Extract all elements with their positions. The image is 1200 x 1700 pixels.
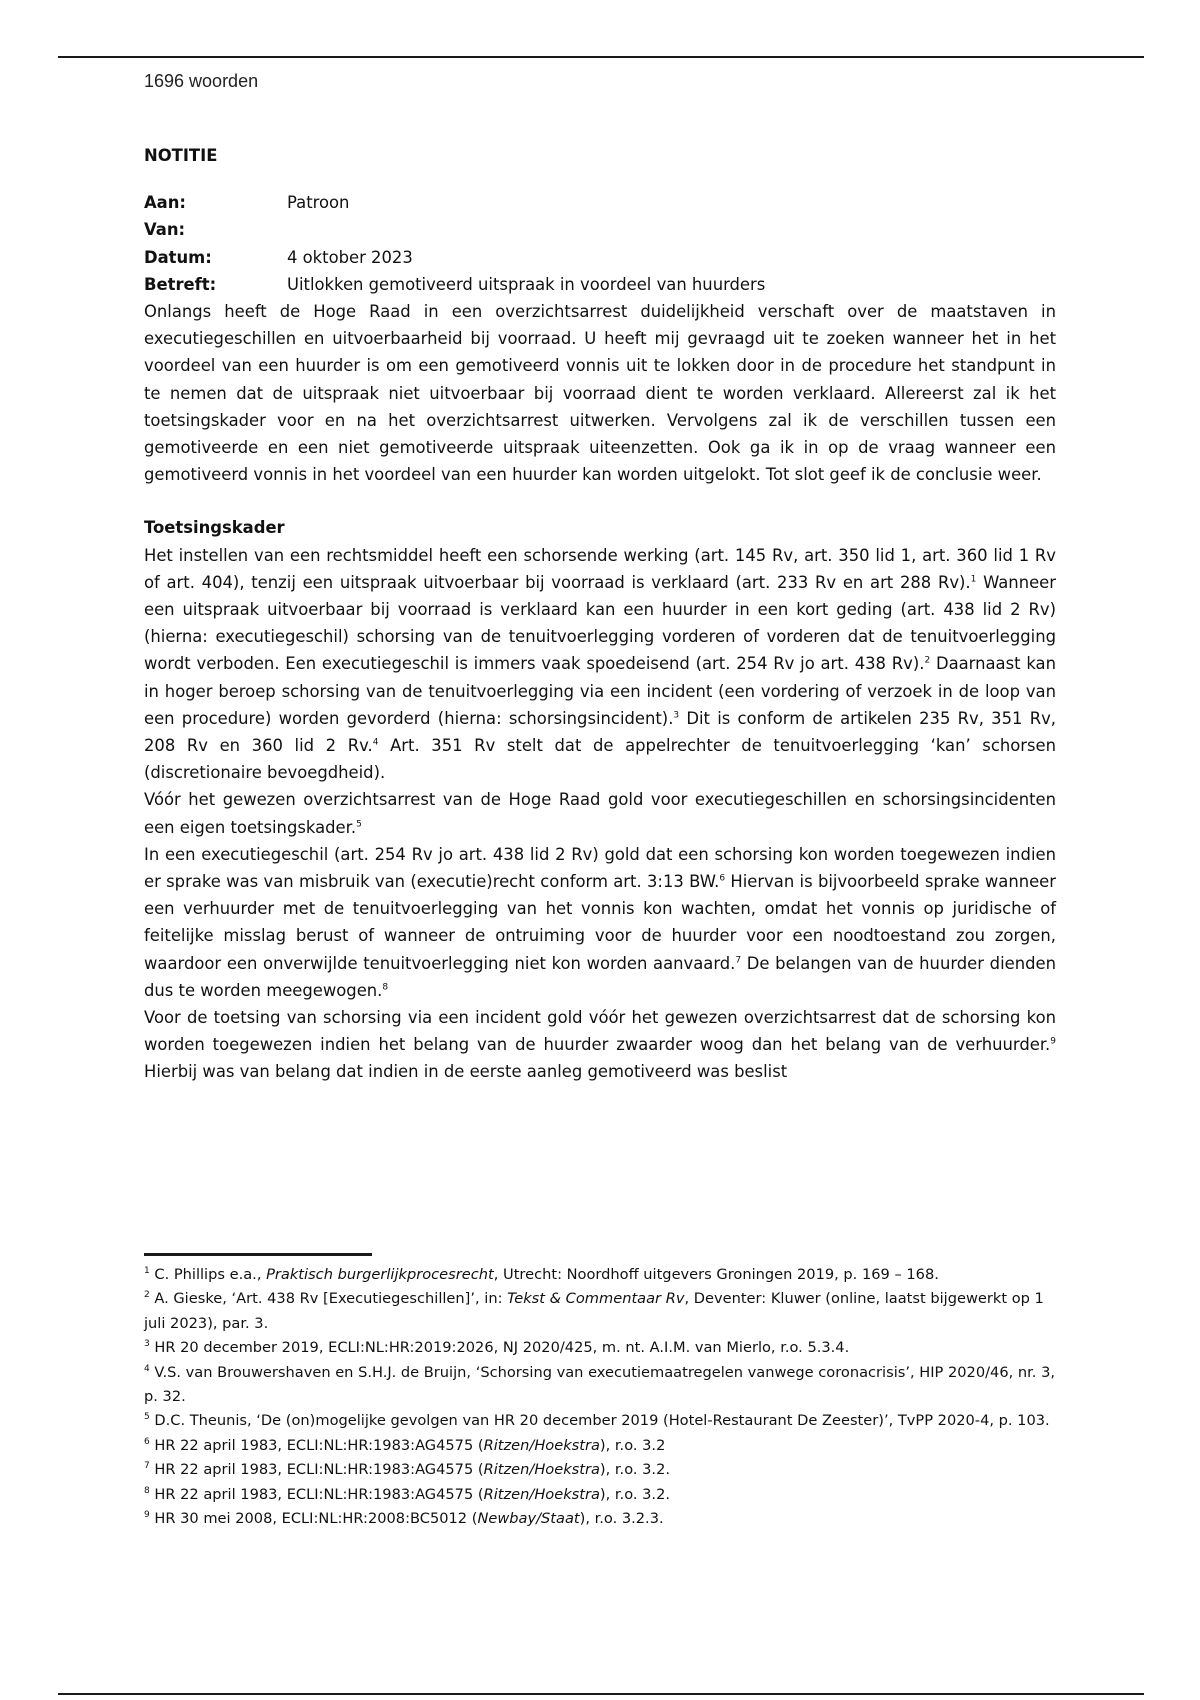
- footnote-ref[interactable]: 5: [356, 819, 362, 830]
- footnote-text: HR 20 december 2019, ECLI:NL:HR:2019:2026, NJ 2020/425, m. nt. A.I.M. van Mierlo, r.o. 5.3.4.: [149, 1339, 850, 1357]
- text: Dit is conform de artikelen 235 Rv, 351 Rv, 208 Rv en 360 lid 2 Rv.: [144, 708, 1056, 755]
- footnote-number: 4: [144, 1363, 150, 1374]
- intro-paragraph: Onlangs heeft de Hoge Raad in een overzichtsarrest duidelijkheid verschaft over de maatstaven in executiegeschillen en uitvoerbaarheid bij voorraad. U heeft mij gevraagd uit te zoeken wanneer het in het voordeel van een huurder is om een gemotiveerd vonnis uit te lokken door in de procedure het standpunt in te nemen dat de uitspraak niet uitvoerbaar bij voorraad dient te worden verklaard. Allereerst zal ik het toetsingskader voor en na het overzichtsarrest uitwerken. Vervolgens zal ik de verschillen tussen een gemotiveerde en een niet gemotiveerde uitspraak uiteenzetten. Ook ga ik in op de vraag wanneer een gemotiveerd vonnis in het voordeel van een huurder kan worden uitgelokt. Tot slot geef ik de conclusie weer.: [144, 301, 1056, 485]
- footnote-text: , Utrecht: Noordhoff uitgevers Groningen 2019, p. 169 – 168.: [493, 1266, 939, 1283]
- meta-value: 4 oktober 2023: [287, 247, 413, 267]
- text: Hiervan is bijvoorbeeld sprake wanneer een verhuurder met de tenuitvoerlegging van het vonnis kon wachten, omdat het vonnis op juridische of feitelijke misslag berust of wanneer de ontruiming voor de huurder voor een noodtoestand zou zorgen, waardoor een onverwijlde tenuitvoerlegging niet kon worden aanvaard.: [144, 872, 1057, 973]
- footer-rule: [58, 1693, 1144, 1695]
- footnote-text: HR 30 mei 2008, ECLI:NL:HR:2008:BC5012 (: [149, 1510, 478, 1528]
- footnote-text: C. Phillips e.a.,: [149, 1266, 267, 1283]
- header-rule: [58, 56, 1144, 58]
- meta-label: Datum:: [144, 247, 212, 267]
- footnote-title: Ritzen/Hoekstra: [483, 1461, 600, 1479]
- footnote-text: V.S. van Brouwershaven en S.H.J. de Bruijn, ‘Schorsing van executiemaatregelen vanwege coronacrisis’, HIP 2020/46, nr. 3, p. 32.: [144, 1363, 1056, 1406]
- footnote-separator: [144, 1253, 372, 1256]
- section-heading: Toetsingskader: [144, 518, 285, 538]
- footnote-title: Newbay/Staat: [477, 1510, 580, 1528]
- footnote-text: ), r.o. 3.2.: [599, 1461, 670, 1479]
- footnote-text: HR 22 april 1983, ECLI:NL:HR:1983:AG4575 (: [149, 1436, 484, 1454]
- meta-value: [287, 216, 1056, 243]
- footnote-ref[interactable]: 6: [719, 873, 726, 884]
- footnote-ref[interactable]: 1: [970, 574, 977, 585]
- meta-value: Patroon: [287, 193, 350, 213]
- document-heading: NOTITIE: [144, 146, 218, 165]
- meta-label: Van:: [144, 220, 186, 240]
- footnote-number: 5: [144, 1412, 150, 1423]
- footnote-text: , Deventer: Kluwer (online, laatst bijgewerkt op 1 juli 2023), par. 3.: [144, 1290, 1044, 1332]
- text: Daarnaast kan in hoger beroep schorsing van de tenuitvoerlegging via een incident (een vordering of verzoek in de loop van een procedure) worden gevorderd (hierna: schorsingsincident).: [144, 654, 1056, 728]
- footnote-item: [144, 1507, 1064, 1531]
- footnote-item: [144, 1458, 1064, 1482]
- meta-value: Uitlokken gemotiveerd uitspraak in voordeel van huurders: [287, 274, 766, 294]
- footnote-text: ), r.o. 3.2.: [599, 1485, 670, 1503]
- footnote-item: [144, 1483, 1064, 1507]
- footnote-title: Tekst & Commentaar Rv: [507, 1290, 685, 1308]
- text: De belangen van de huurder dienden dus te worden meegewogen.: [144, 953, 1056, 1000]
- document-body: [144, 142, 1056, 1086]
- text: Art. 351 Rv stelt dat de appelrechter de tenuitvoerlegging ‘kan’ schorsen (discretionaire bevoegdheid).: [144, 736, 1056, 783]
- footnote-ref[interactable]: 2: [924, 655, 931, 666]
- text: Hierbij was van belang dat indien in de eerste aanleg gemotiveerd was beslist: [144, 1062, 788, 1082]
- footnote-text: D.C. Theunis, ‘De (on)mogelijke gevolgen van HR 20 december 2019 (Hotel-Restaurant De Zeester)’, TvPP 2020-4, p. 103.: [149, 1412, 1050, 1430]
- footnote-ref[interactable]: 9: [1050, 1036, 1056, 1047]
- paragraph-execution-dispute: [144, 841, 1056, 1004]
- footnote-item: [144, 1361, 1064, 1410]
- footnote-title: Ritzen/Hoekstra: [483, 1485, 600, 1503]
- footnote-number: 2: [144, 1290, 150, 1301]
- footnote-title: Praktisch burgerlijkprocesrecht: [266, 1266, 494, 1283]
- word-count: 1696 woorden: [144, 71, 259, 91]
- footnote-item: [144, 1409, 1064, 1433]
- footnote-item: [144, 1263, 1064, 1287]
- meta-row-from: [144, 216, 1056, 243]
- footnote-number: 7: [144, 1461, 150, 1472]
- text: In een executiegeschil (art. 254 Rv jo art. 438 lid 2 Rv) gold dat een schorsing kon worden toegewezen indien er sprake was van misbruik van (executie)recht conform art. 3:13 BW.: [144, 844, 1056, 892]
- text: Wanneer een uitspraak uitvoerbaar bij voorraad is verklaard kan een huurder in een kort geding (art. 438 lid 2 Rv) (hierna: executiegeschil) schorsing van de tenuitvoerlegging vorderen of vorderen dat de tenuitvoerlegging wordt verboden. Een executiegeschil is immers vaak spoedeisend (art. 254 Rv jo art. 438 Rv).: [144, 572, 1056, 674]
- paragraph-incident: [144, 1004, 1056, 1086]
- paragraph-before-arrest: [144, 786, 1056, 840]
- meta-label: Aan:: [144, 193, 186, 213]
- meta-row-subject: [144, 271, 1056, 298]
- paragraph-legal-remedy: [144, 542, 1056, 787]
- footnote-item: [144, 1434, 1064, 1458]
- footnote-number: 9: [144, 1510, 150, 1521]
- footnote-number: 3: [144, 1339, 150, 1350]
- text: Voor de toetsing van schorsing via een incident gold vóór het gewezen overzichtsarrest dat de schorsing kon worden toegewezen indien het belang van de huurder zwaarder woog dan het belang van de verhuurder.: [144, 1008, 1056, 1055]
- footnote-ref[interactable]: 7: [735, 955, 742, 966]
- meta-label: Betreft:: [144, 274, 217, 294]
- footnote-text: ), r.o. 3.2: [599, 1436, 666, 1454]
- footnote-ref[interactable]: 4: [372, 737, 379, 748]
- meta-row-to: [144, 189, 1056, 216]
- footnote-item: [144, 1287, 1064, 1336]
- footnote-text: HR 22 april 1983, ECLI:NL:HR:1983:AG4575 (: [149, 1485, 484, 1503]
- footnote-number: 1: [144, 1266, 150, 1277]
- meta-row-date: [144, 244, 1056, 271]
- footnote-title: Ritzen/Hoekstra: [483, 1436, 600, 1454]
- footnote-ref[interactable]: 8: [382, 982, 389, 993]
- footnotes: [144, 1263, 1064, 1531]
- memo-header: [144, 189, 1056, 298]
- text: Vóór het gewezen overzichtsarrest van de Hoge Raad gold voor executiegeschillen en schorsingsincidenten een eigen toetsingskader.: [144, 790, 1056, 837]
- footnote-text: A. Gieske, ‘Art. 438 Rv [Executiegeschillen]’, in:: [149, 1290, 508, 1308]
- text: Het instellen van een rechtsmiddel heeft een schorsende werking (art. 145 Rv, art. 350 lid 1, art. 360 lid 1 Rv of art. 404), tenzij een uitspraak uitvoerbaar bij voorraad is verklaard (art. 233 Rv en art 288 Rv).: [144, 545, 1056, 592]
- footnote-number: 8: [144, 1485, 150, 1496]
- footnote-text: HR 22 april 1983, ECLI:NL:HR:1983:AG4575 (: [149, 1461, 484, 1479]
- footnote-number: 6: [144, 1436, 150, 1447]
- footnote-item: [144, 1336, 1064, 1360]
- footnote-ref[interactable]: 3: [673, 710, 680, 721]
- footnote-text: ), r.o. 3.2.3.: [579, 1510, 664, 1528]
